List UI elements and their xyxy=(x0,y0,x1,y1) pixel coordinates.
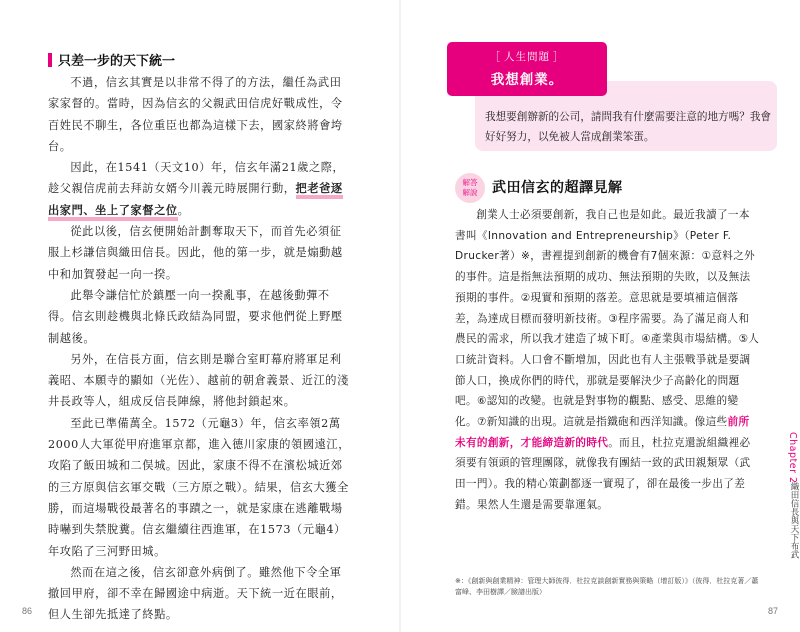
answer-text: 創業人士必須要創新，我自己也是如此。最近我讀了一本書叫《Innovation and Entrepreneurship》（Peter F. Drucker著）※，書裡提到創新的機會有7個來源：①意料之外的事件。這是指無法預期的成功、無法預期的失敗，以及無法預期的事件。②現實和預期的落差。意思就是要填補這個落差，為達成目標而發明新技術。③程序需要。為了滿足商人和農民的需求，所以我才建造了城下町。④產業與市場結構。⑤人口統計資料。人口會不斷增加，因此也有人主張戰爭就是要調節人口，換成你們的時代，那就是要解決少子高齡化的問題吧。⑥認知的改變。也就是對事物的觀點、感受、思維的變化。⑦新知識的出現。這就是指鐵砲和西洋知識。像這些 xyxy=(455,209,760,429)
highlighted-phrase: 把老爸逐出家門、坐上了家督之位 xyxy=(48,181,343,220)
question-text: 我想要創辦新的公司，請問我有什麼需要注意的地方嗎？我會好好努力，以免被人當成創業笨蛋。 xyxy=(485,111,772,143)
page-number-right: 87 xyxy=(768,606,779,616)
heading-accent-bar xyxy=(48,53,52,67)
chapter-title: 織田信長與天下布武 xyxy=(789,482,799,559)
paragraph-end: 。 xyxy=(177,203,190,217)
answer-badge xyxy=(455,173,485,203)
answer-badge-line1: 解答 xyxy=(462,178,478,187)
question-title: 我想創業。 xyxy=(490,72,564,88)
paragraph: 從此以後，信玄便開始計劃奪取天下，而首先必須征服上杉謙信與織田信長。因此，他的第一步，就是煽動越中和加賀發起一向一揆。 xyxy=(48,225,343,281)
book-gutter xyxy=(399,0,401,632)
chapter-label: Chapter 2 xyxy=(787,432,798,484)
paragraph: 至此已準備萬全。1572（元龜3）年，信玄率領2萬2000人大軍從甲府進軍京都，進入德川家康的領國遠江，攻陷了飯田城和二俣城。因此，家康不得不在濱松城近郊的三方原與信玄軍交戰（三方原之戰）。結果，信玄大獲全勝，而這場戰役最著名的事蹟之一，就是家康在逃離戰場時嚇到失禁脫糞。信玄繼續往西進軍，在1573（元龜4）年攻陷了三河野田城。 xyxy=(48,416,350,558)
answer-text-end: 。而且，杜拉克還說組織裡必須要有領頭的管理團隊，就像我有團結一致的武田親類眾（武田一門）。我的精心策劃都逐一實現了，卻在最後一步出了差錯。果然人生還是需要靠運氣。 xyxy=(455,436,751,511)
section-heading xyxy=(48,50,175,69)
bracket-open: ［ xyxy=(489,51,501,63)
paragraph: 此舉令謙信忙於鎮壓一向一揆亂事，在越後動彈不得。信玄則趁機與北條氏政結為同盟，要求他們從上野壓制越後。 xyxy=(48,288,343,345)
paragraph: 另外，在信長方面，信玄則是聯合室町幕府將軍足利義昭、本願寺的顯如（光佐）、越前的朝倉義景、近江的淺井長政等人，組成反信長陣線，將他封鎖起來。 xyxy=(48,352,349,409)
paragraph xyxy=(48,157,350,221)
page-number-left: 86 xyxy=(22,606,33,616)
answer-emphasis: 前所未有的創新，才能締造新的時代 xyxy=(455,416,750,449)
question-category xyxy=(447,49,607,64)
answer-body-text xyxy=(455,205,760,516)
answer-title: 武田信玄的超譯見解 xyxy=(492,180,623,196)
question-category-text: 人生問題 xyxy=(504,51,550,63)
paragraph: 不過，信玄其實是以非常不得了的方法，繼任為武田家家督的。當時，因為信玄的父親武田信虎好戰成性，令百姓民不聊生，各位重臣也都為這樣下去，國家終將會垮台。 xyxy=(48,76,343,153)
question-tag xyxy=(447,42,607,96)
footnote: ※：《創新與創業精神：管理大師彼得．杜拉克談創新實務與策略（增訂版）》（彼得．杜拉克著／蕭富峰、李田樹譯／臉譜出版） xyxy=(455,577,759,596)
section-heading-text: 只差一步的天下統一 xyxy=(58,54,176,69)
answer-paragraph xyxy=(455,205,760,516)
bracket-close: ］ xyxy=(553,51,565,63)
left-body-text xyxy=(48,72,350,626)
answer-badge-line2: 解說 xyxy=(462,188,478,197)
paragraph: 然而在這之後，信玄卻意外病倒了。雖然他下令全軍撤回甲府，卻不幸在歸國途中病逝。天下統一近在眼前，但人生卻先抵達了終點。 xyxy=(48,565,343,622)
paragraph-text: 因此，在1541（天文10）年，信玄年滿21歲之際，趁父親信虎前去拜訪女婿今川義元時展開行動， xyxy=(48,161,345,196)
